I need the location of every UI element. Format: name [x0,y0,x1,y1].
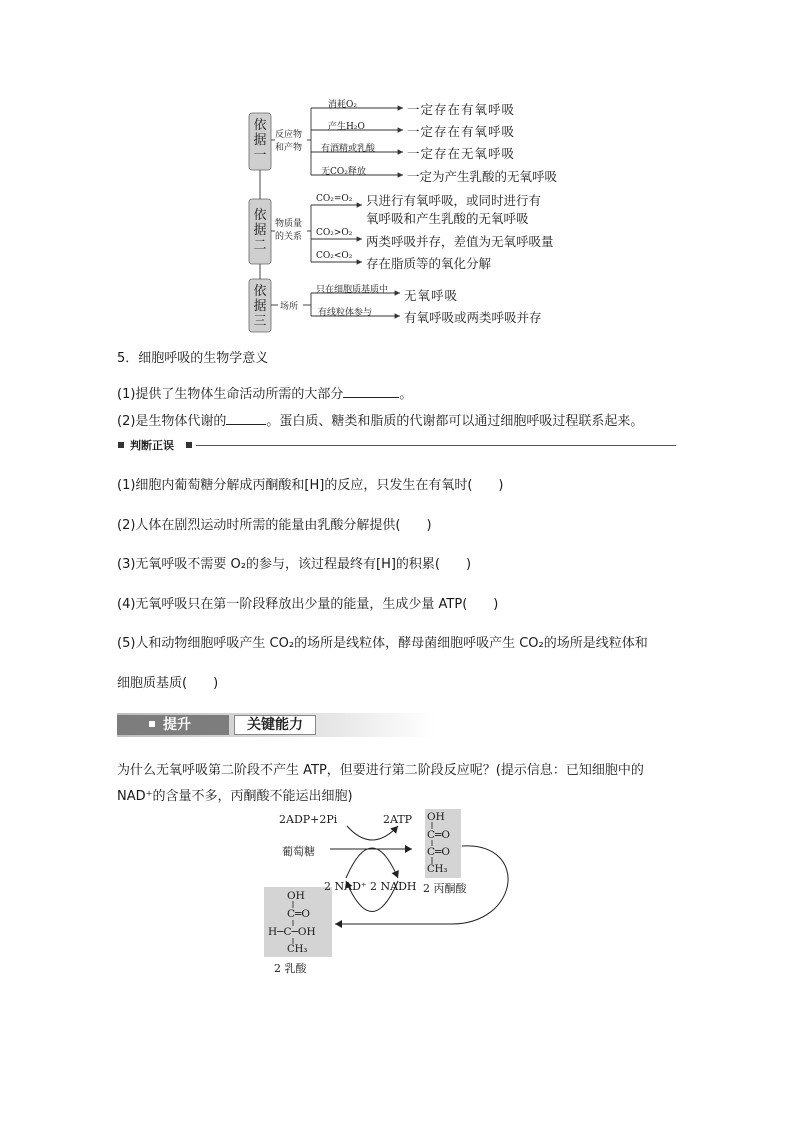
result-aerobic-1: 一定存在有氧呼吸 [407,102,516,117]
item-2-text: (2)是生物体代谢的 [117,414,227,429]
item-1-text: (1)提供了生物体生命活动所需的大部分 [117,387,344,402]
lactate-hcoh: H─C─OH [268,926,316,938]
judge-item-5-cont: 细胞质基质( ) [117,676,219,691]
condition-cytoplasm: 只在细胞质基质中 [316,285,389,295]
pyruvate-co-2: C═O [427,846,450,858]
condition-co2-lt-o2: CO₂<O₂ [316,251,353,261]
result-eq-line2: 氧呼吸和产生乳酸的无氧呼吸 [366,211,529,226]
banner-left-text: 提升 [163,717,191,733]
result-anaerobic: 一定存在无氧呼吸 [407,146,516,161]
result-aerobic-2: 一定存在有氧呼吸 [407,124,516,139]
basis-3-label: 依据三 [253,284,267,329]
lactate-ch3: CH₃ [287,944,308,955]
condition-co2-gt-o2: CO₂>O₂ [316,228,353,238]
judge-item-5: (5)人和动物细胞呼吸产生 CO₂的场所是线粒体，酵母菌细胞呼吸产生 CO₂的场所是线粒体和 [117,636,648,651]
condition-alcohol-lactate: 有酒精或乳酸 [321,144,376,154]
pyruvate-ch3: CH₃ [427,864,448,875]
adp-label: 2ADP+2Pi [279,813,338,826]
glucose-label: 葡萄糖 [282,845,315,858]
question-line-2: NAD⁺的含量不多，丙酮酸不能运出细胞) [117,789,353,804]
condition-produce-h2o: 产生H₂O [328,122,365,132]
question-line-1: 为什么无氧呼吸第二阶段不产生 ATP，但要进行第二阶段反应呢？(提示信息：已知细胞中的 [117,763,644,778]
lactate-oh: OH [287,890,305,902]
item-2-end: 。蛋白质、糖类和脂质的代谢都可以通过细胞呼吸过程联系起来。 [266,414,644,429]
basis-2-label: 依据二 [253,208,267,253]
condition-mitochondria: 有线粒体参与 [318,308,373,318]
judge-item-2: (2)人体在剧烈运动时所需的能量由乳酸分解提供( ) [117,518,432,533]
result-anaerobic-site: 无氧呼吸 [404,288,459,303]
condition-consume-o2: 消耗O₂ [328,100,357,110]
lactate-label: 2 乳酸 [274,962,307,975]
nad-plus-label: 2 NAD⁺ [324,880,367,893]
result-lt: 存在脂质等的氧化分解 [366,256,492,271]
pyruvate-oh: OH [427,811,445,823]
judge-title: 判断正误 [130,439,174,452]
banner-right-block: 关键能力 [234,715,316,735]
basis-1-middle: 反应物 和产物 [275,130,303,153]
basis-3-middle: 场所 [280,302,299,312]
result-both: 有氧呼吸或两类呼吸并存 [404,310,542,325]
item-1-end: 。 [399,387,413,402]
result-gt: 两类呼吸并存，差值为无氧呼吸量 [366,234,554,249]
judge-item-1: (1)细胞内葡萄糖分解成丙酮酸和[H]的反应，只发生在有氧时( ) [117,478,504,493]
result-eq-line1: 只进行有氧呼吸，或同时进行有 [366,193,542,208]
judge-item-3: (3)无氧呼吸不需要 O₂的参与，该过程最终有[H]的积累( ) [117,557,472,572]
result-lactic: 一定为产生乳酸的无氧呼吸 [407,169,558,184]
judge-item-4: (4)无氧呼吸只在第一阶段释放出少量的能量，生成少量 ATP( ) [117,597,499,612]
nadh-label: 2 NADH [370,880,417,893]
lactate-co: C═O [287,908,310,920]
pyruvate-co-1: C═O [427,829,450,841]
condition-no-co2: 无CO₂释放 [321,167,366,177]
basis-2-middle: 物质量 的关系 [275,219,303,242]
condition-co2-eq-o2: CO₂=O₂ [316,194,353,204]
pyruvate-label: 2 丙酮酸 [423,882,467,895]
basis-1-label: 依据一 [253,118,267,163]
atp-label: 2ATP [383,813,413,826]
section-5-heading: 5．细胞呼吸的生物学意义 [117,351,269,366]
